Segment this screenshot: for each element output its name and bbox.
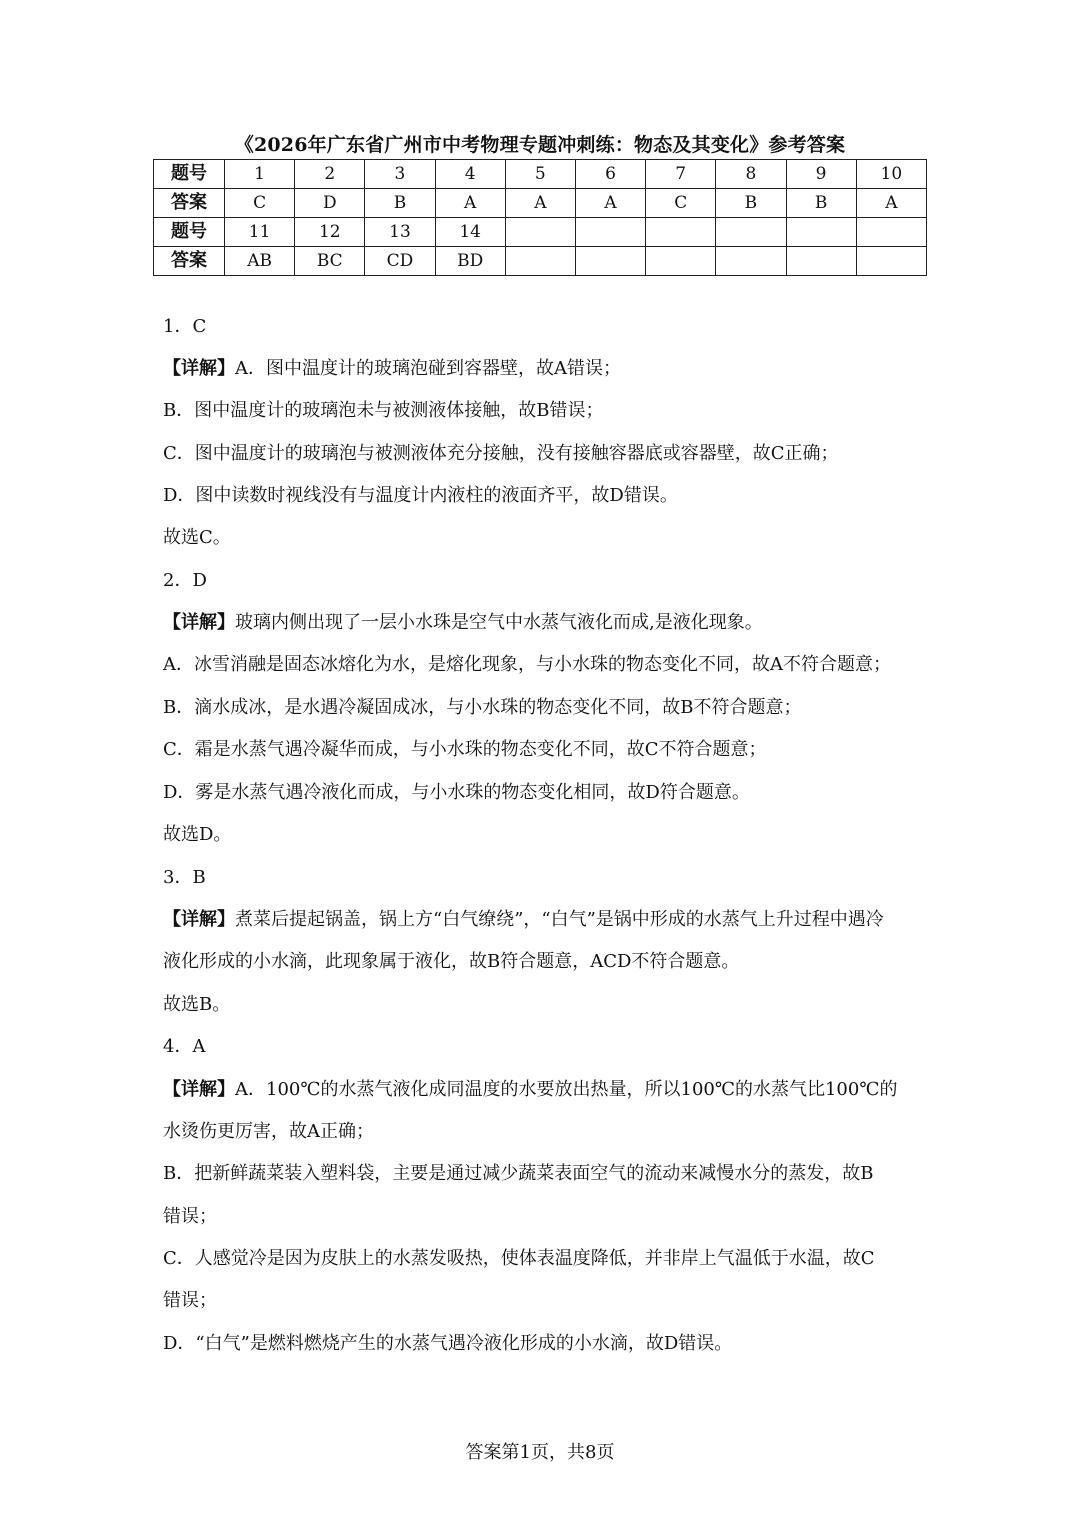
- table-cell: 13: [365, 218, 435, 247]
- detail-tag: 【详解】: [163, 909, 235, 930]
- q4-option-c-continued: 错误；: [163, 1290, 217, 1311]
- table-cell: 9: [786, 160, 856, 189]
- table-cell: [646, 247, 716, 276]
- q2-conclusion: 故选D。: [163, 824, 232, 845]
- q1-option-b: B．图中温度计的玻璃泡未与被测液体接触，故B错误；: [163, 400, 604, 421]
- row-header: 答案: [154, 247, 225, 276]
- table-cell: BD: [435, 247, 505, 276]
- table-cell: 10: [856, 160, 926, 189]
- table-cell: 1: [225, 160, 295, 189]
- page-title: 《2026年广东省广州市中考物理专题冲刺练：物态及其变化》参考答案: [234, 134, 846, 156]
- q1-conclusion: 故选C。: [163, 527, 231, 548]
- table-cell: CD: [365, 247, 435, 276]
- table-cell: 5: [505, 160, 575, 189]
- table-cell: [646, 218, 716, 247]
- q1-detail-text: A．图中温度计的玻璃泡碰到容器壁，故A错误；: [235, 358, 621, 379]
- table-cell: [786, 247, 856, 276]
- q3-heading: 3．B: [163, 867, 206, 888]
- table-cell: C: [225, 189, 295, 218]
- q2-option-d: D．雾是水蒸气遇冷液化而成，与小水珠的物态变化相同，故D符合题意。: [163, 782, 750, 803]
- table-cell: [786, 218, 856, 247]
- table-cell: BC: [295, 247, 365, 276]
- table-cell: 14: [435, 218, 505, 247]
- q3-detail-text: 煮菜后提起锅盖，锅上方“白气缭绕”，“白气”是锅中形成的水蒸气上升过程中遇冷: [235, 909, 884, 930]
- q4-option-b: B．把新鲜蔬菜装入塑料袋，主要是通过减少蔬菜表面空气的流动来减慢水分的蒸发，故B: [163, 1163, 874, 1184]
- table-cell: 3: [365, 160, 435, 189]
- q1-heading: 1．C: [163, 316, 207, 337]
- q2-option-c: C．霜是水蒸气遇冷凝华而成，与小水珠的物态变化不同，故C不符合题意；: [163, 739, 767, 760]
- table-cell: 12: [295, 218, 365, 247]
- table-row: [154, 160, 927, 189]
- table-cell: A: [856, 189, 926, 218]
- table-cell: 11: [225, 218, 295, 247]
- q2-detail-text: 玻璃内侧出现了一层小水珠是空气中水蒸气液化而成,是液化现象。: [235, 612, 763, 633]
- table-cell: A: [505, 189, 575, 218]
- q2-detail: [163, 608, 923, 638]
- table-row: [154, 218, 927, 247]
- q1-detail: [163, 354, 923, 384]
- table-row: [154, 247, 927, 276]
- table-row: [154, 189, 927, 218]
- q4-detail-continued: 水烫伤更厉害，故A正确；: [163, 1121, 374, 1142]
- q1-option-d: D．图中读数时视线没有与温度计内液柱的液面齐平，故D错误。: [163, 485, 678, 506]
- q2-option-a: A．冰雪消融是固态冰熔化为水，是熔化现象，与小水珠的物态变化不同，故A不符合题意；: [163, 654, 891, 675]
- q4-option-b-continued: 错误；: [163, 1206, 217, 1227]
- table-cell: [716, 247, 786, 276]
- table-cell: [856, 218, 926, 247]
- q4-option-d: D．“白气”是燃料燃烧产生的水蒸气遇冷液化形成的小水滴，故D错误。: [163, 1333, 733, 1354]
- q3-detail: [163, 905, 923, 935]
- page-footer: 答案第1页，共8页: [465, 1442, 615, 1463]
- q4-heading: 4．A: [163, 1036, 206, 1057]
- table-cell: [505, 218, 575, 247]
- q2-heading: 2．D: [163, 570, 207, 591]
- table-cell: 6: [575, 160, 645, 189]
- table-cell: 2: [295, 160, 365, 189]
- table-cell: 4: [435, 160, 505, 189]
- q3-conclusion: 故选B。: [163, 994, 231, 1015]
- table-cell: D: [295, 189, 365, 218]
- table-cell: [575, 247, 645, 276]
- detail-tag: 【详解】: [163, 1079, 235, 1100]
- q1-option-c: C．图中温度计的玻璃泡与被测液体充分接触，没有接触容器底或容器壁，故C正确；: [163, 443, 839, 464]
- detail-tag: 【详解】: [163, 358, 235, 379]
- table-cell: B: [716, 189, 786, 218]
- table-cell: A: [575, 189, 645, 218]
- table-cell: 8: [716, 160, 786, 189]
- table-cell: [856, 247, 926, 276]
- detail-tag: 【详解】: [163, 612, 235, 633]
- q3-detail-continued: 液化形成的小水滴，此现象属于液化，故B符合题意，ACD不符合题意。: [163, 951, 740, 972]
- table-cell: B: [365, 189, 435, 218]
- row-header: 题号: [154, 160, 225, 189]
- q2-option-b: B．滴水成冰，是水遇冷凝固成冰，与小水珠的物态变化不同，故B不符合题意；: [163, 697, 802, 718]
- q4-detail-text: A．100℃的水蒸气液化成同温度的水要放出热量，所以100℃的水蒸气比100℃的: [235, 1079, 898, 1100]
- table-cell: [505, 247, 575, 276]
- q4-detail: [163, 1075, 923, 1105]
- table-cell: C: [646, 189, 716, 218]
- table-cell: A: [435, 189, 505, 218]
- table-cell: AB: [225, 247, 295, 276]
- row-header: 答案: [154, 189, 225, 218]
- q4-option-c: C．人感觉冷是因为皮肤上的水蒸发吸热，使体表温度降低，并非岸上气温低于水温，故C: [163, 1248, 875, 1269]
- table-cell: B: [786, 189, 856, 218]
- table-cell: [716, 218, 786, 247]
- answer-table: [153, 159, 927, 276]
- table-cell: [575, 218, 645, 247]
- table-cell: 7: [646, 160, 716, 189]
- row-header: 题号: [154, 218, 225, 247]
